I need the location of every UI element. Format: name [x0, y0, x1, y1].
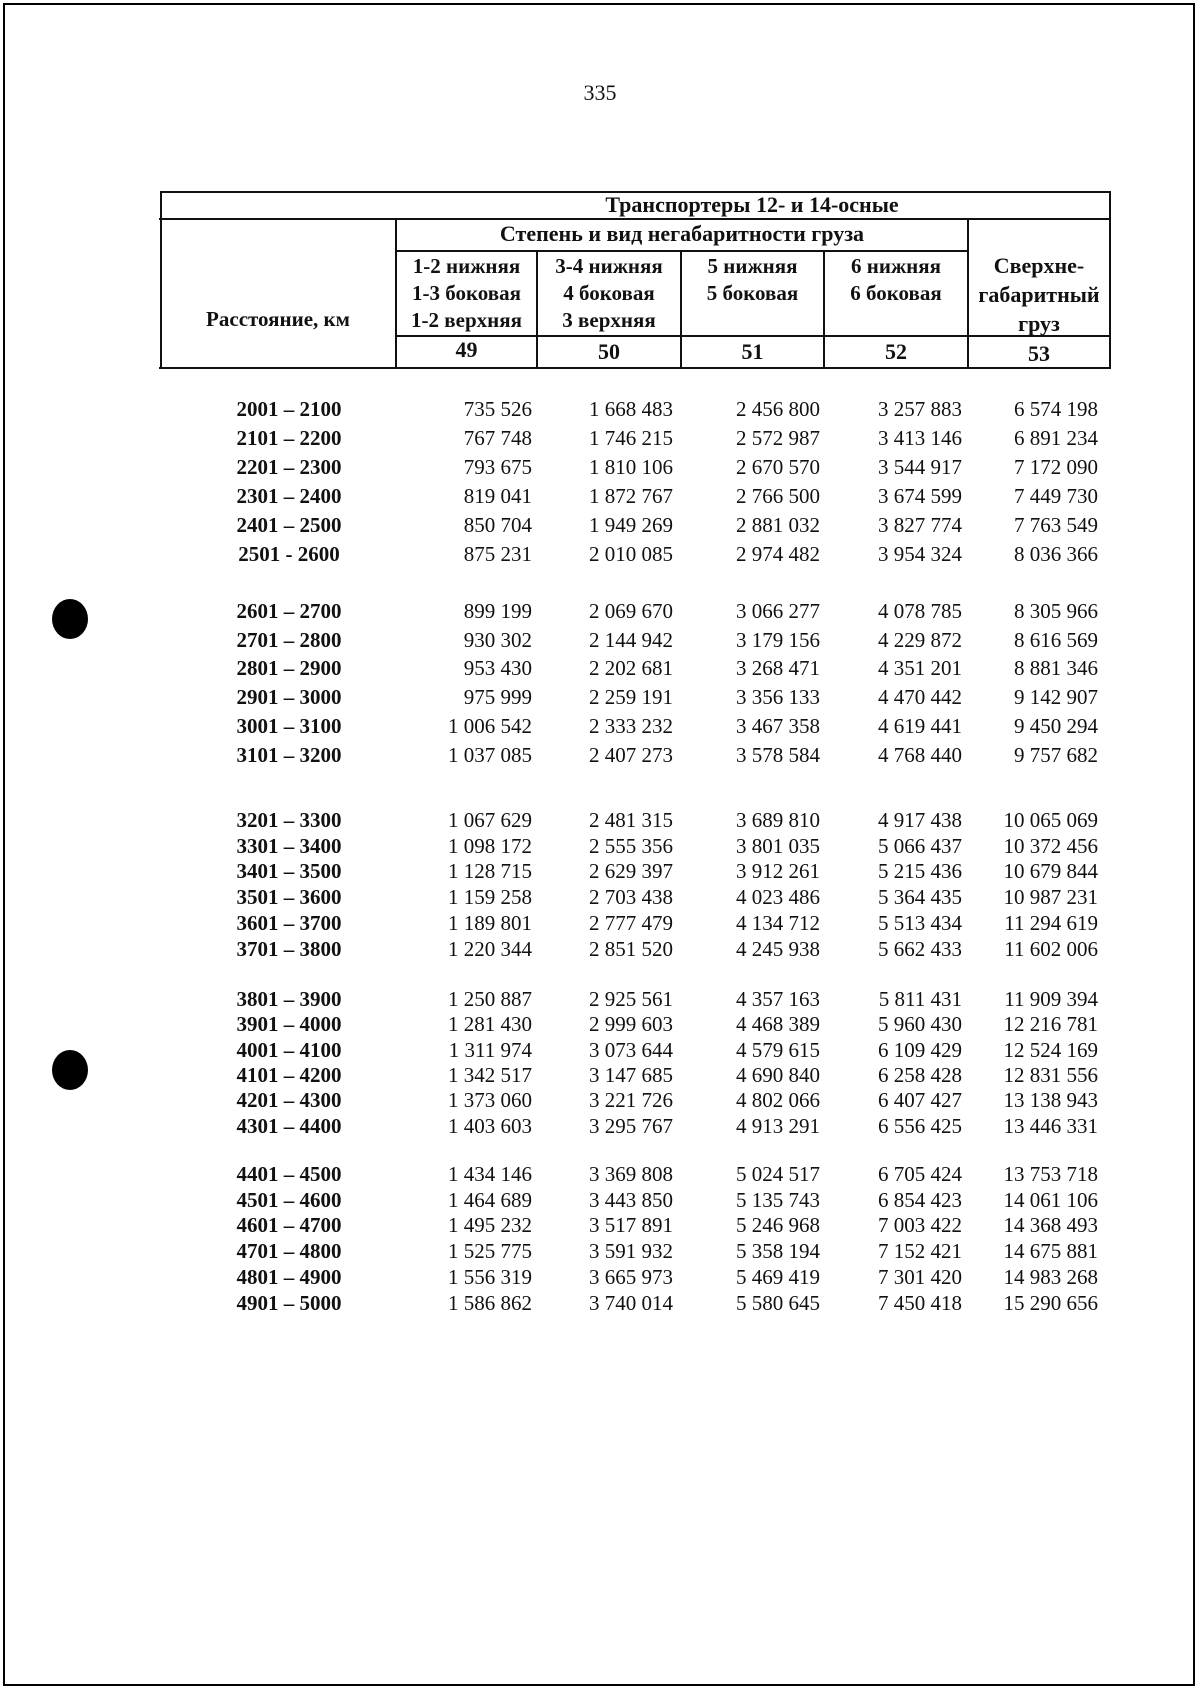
tariff-value-col-53: 13 138 943: [1003, 1088, 1098, 1113]
distance-range: 3201 – 3300: [236, 808, 342, 832]
punch-hole-lower: [52, 1050, 88, 1090]
tariff-value-col-49: 1 098 172: [448, 833, 532, 858]
distance-range: 4701 – 4800: [236, 1239, 342, 1264]
tariff-value-col-50: 1 949 269: [589, 513, 673, 537]
table-subtitle: Степень и вид негабаритности груза: [499, 221, 865, 246]
tariff-value-col-52: 3 827 774: [878, 513, 962, 537]
tariff-value-col-50: 2 851 520: [589, 936, 673, 961]
tariff-value-col-53: 12 831 556: [1003, 1062, 1098, 1087]
tariff-value-col-49: 975 999: [463, 685, 532, 710]
tariff-value-col-49: 1 281 430: [448, 1012, 532, 1037]
tariff-value-col-52: 3 413 146: [878, 426, 962, 450]
tariff-value-col-51: 3 912 261: [736, 859, 820, 884]
tariff-value-col-51: 3 467 358: [736, 713, 820, 738]
tariff-value-col-53: 8 305 966: [1014, 599, 1098, 623]
tariff-value-col-50: 2 629 397: [589, 859, 673, 884]
tariff-value-col-50: 2 777 479: [589, 910, 673, 935]
tariff-value-col-53: 6 574 198: [1014, 397, 1098, 421]
tariff-value-col-50: 2 333 232: [589, 713, 673, 738]
distance-range: 2101 – 2200: [236, 426, 342, 450]
tariff-value-col-52: 4 078 785: [878, 599, 962, 623]
tariff-value-col-49: 819 041: [463, 484, 532, 508]
tariff-value-col-52: 4 470 442: [878, 685, 962, 710]
distance-range: 2001 – 2100: [236, 397, 342, 421]
tariff-value-col-52: 4 619 441: [878, 713, 962, 738]
tariff-value-col-52: 5 662 433: [878, 936, 962, 961]
tariff-value-col-50: 3 443 850: [589, 1187, 673, 1212]
tariff-value-col-49: 793 675: [463, 455, 532, 479]
tariff-value-col-50: 1 872 767: [589, 484, 673, 508]
distance-range: 2401 – 2500: [236, 513, 342, 537]
tariff-value-col-53: 6 891 234: [1014, 426, 1098, 450]
tariff-value-col-52: 6 407 427: [878, 1088, 962, 1113]
tariff-value-col-49: 1 556 319: [448, 1264, 532, 1289]
tariff-value-col-51: 3 356 133: [736, 685, 820, 710]
tariff-value-col-49: 1 189 801: [448, 910, 532, 935]
tariff-value-col-50: 2 259 191: [589, 685, 673, 710]
tariff-value-col-51: 4 913 291: [736, 1113, 820, 1138]
distance-range: 2601 – 2700: [236, 599, 342, 623]
tariff-value-col-50: 2 703 438: [589, 885, 673, 910]
tariff-value-col-52: 5 364 435: [878, 885, 962, 910]
tariff-value-col-49: 1 220 344: [448, 936, 532, 961]
tariff-value-col-50: 2 555 356: [589, 833, 673, 858]
tariff-value-col-52: 6 109 429: [878, 1037, 962, 1062]
punch-hole-upper: [52, 599, 88, 639]
tariff-value-col-50: 2 202 681: [589, 656, 673, 681]
tariff-value-col-49: 1 128 715: [448, 859, 532, 884]
distance-range: 3101 – 3200: [236, 742, 342, 767]
tariff-value-col-49: 735 526: [463, 397, 532, 421]
tariff-value-col-50: 3 221 726: [589, 1088, 673, 1113]
tariff-value-col-53: 14 983 268: [1003, 1264, 1098, 1289]
tariff-value-col-50: 3 147 685: [589, 1062, 673, 1087]
column-number-52: 52: [885, 339, 907, 364]
tariff-value-col-52: 3 257 883: [878, 397, 962, 421]
tariff-value-col-49: 1 067 629: [448, 808, 532, 832]
tariff-value-col-49: 875 231: [463, 542, 532, 566]
column-53-header: Сверхне- габаритный груз: [978, 253, 1100, 336]
tariff-value-col-52: 3 954 324: [878, 542, 962, 566]
tariff-value-col-51: 3 578 584: [736, 742, 820, 767]
tariff-value-col-51: 3 066 277: [736, 599, 820, 623]
distance-range: 3301 – 3400: [236, 833, 342, 858]
tariff-value-col-53: 14 675 881: [1003, 1239, 1098, 1264]
distance-range: 4801 – 4900: [236, 1264, 342, 1289]
column-49-header: 1-2 нижняя 1-3 боковая 1-2 верхняя: [411, 254, 522, 332]
tariff-value-col-49: 1 342 517: [448, 1062, 532, 1087]
distance-header: Расстояние, км: [206, 307, 350, 331]
tariff-value-col-51: 2 456 800: [736, 397, 820, 421]
tariff-value-col-51: 3 179 156: [736, 627, 820, 652]
distance-range: 3501 – 3600: [236, 885, 342, 910]
tariff-value-col-52: 6 258 428: [878, 1062, 962, 1087]
column-number-49: 49: [455, 337, 478, 362]
tariff-value-col-52: 6 854 423: [878, 1187, 962, 1212]
tariff-value-col-53: 7 449 730: [1014, 484, 1098, 508]
tariff-value-col-53: 10 987 231: [1003, 885, 1098, 910]
tariff-value-col-53: 9 757 682: [1014, 742, 1098, 767]
tariff-value-col-50: 3 740 014: [589, 1290, 673, 1315]
distance-range: 4001 – 4100: [236, 1037, 342, 1062]
distance-range: 4101 – 4200: [236, 1062, 342, 1087]
tariff-value-col-51: 5 580 645: [736, 1290, 820, 1315]
distance-range: 3901 – 4000: [236, 1012, 342, 1037]
tariff-value-col-49: 1 403 603: [448, 1113, 532, 1138]
tariff-value-col-52: 3 674 599: [878, 484, 962, 508]
column-number-51: 51: [741, 339, 764, 364]
column-52-header: 6 нижняя 6 боковая: [850, 254, 942, 305]
distance-range: 4501 – 4600: [236, 1187, 342, 1212]
tariff-value-col-49: 1 159 258: [448, 885, 532, 910]
tariff-value-col-50: 3 517 891: [589, 1213, 673, 1238]
tariff-value-col-53: 10 679 844: [1003, 859, 1098, 884]
tariff-value-col-52: 5 960 430: [878, 1012, 962, 1037]
tariff-value-col-50: 2 999 603: [589, 1012, 673, 1037]
tariff-value-col-51: 5 024 517: [736, 1162, 820, 1186]
tariff-value-col-53: 15 290 656: [1003, 1290, 1098, 1315]
tariff-value-col-53: 9 450 294: [1014, 713, 1098, 738]
tariff-value-col-52: 7 301 420: [878, 1264, 962, 1289]
tariff-value-col-49: 1 495 232: [448, 1213, 532, 1238]
column-50-header: 3-4 нижняя 4 боковая 3 верхняя: [555, 254, 663, 332]
tariff-value-col-50: 2 481 315: [589, 808, 673, 832]
tariff-value-col-50: 1 746 215: [589, 426, 673, 450]
tariff-value-col-52: 5 811 431: [878, 987, 962, 1011]
table-header: [159, 191, 1111, 369]
tariff-value-col-51: 3 268 471: [736, 656, 820, 681]
tariff-value-col-52: 7 003 422: [878, 1213, 962, 1238]
tariff-value-col-51: 4 690 840: [736, 1062, 820, 1087]
tariff-value-col-52: 4 768 440: [878, 742, 962, 767]
distance-range: 4301 – 4400: [236, 1113, 342, 1138]
tariff-value-col-51: 5 469 419: [736, 1264, 820, 1289]
tariff-value-col-50: 3 591 932: [589, 1239, 673, 1264]
tariff-value-col-50: 3 073 644: [589, 1037, 673, 1062]
distance-range: 2901 – 3000: [236, 685, 342, 710]
tariff-value-col-50: 2 407 273: [589, 742, 673, 767]
tariff-value-col-51: 4 802 066: [736, 1088, 820, 1113]
tariff-value-col-49: 899 199: [463, 599, 532, 623]
tariff-value-col-49: 1 037 085: [448, 742, 532, 767]
tariff-value-col-53: 14 368 493: [1003, 1213, 1098, 1238]
tariff-value-col-53: 13 753 718: [1003, 1162, 1098, 1186]
tariff-value-col-52: 7 152 421: [878, 1239, 962, 1264]
tariff-value-col-51: 4 023 486: [736, 885, 820, 910]
tariff-value-col-52: 3 544 917: [878, 455, 962, 479]
tariff-value-col-53: 10 372 456: [1003, 833, 1098, 858]
tariff-value-col-53: 7 172 090: [1014, 455, 1098, 479]
tariff-value-col-53: 10 065 069: [1003, 808, 1098, 832]
tariff-value-col-51: 2 881 032: [736, 513, 820, 537]
distance-range: 4601 – 4700: [236, 1213, 342, 1238]
tariff-value-col-53: 11 602 006: [1004, 936, 1098, 961]
tariff-value-col-52: 7 450 418: [878, 1290, 962, 1315]
tariff-value-col-53: 14 061 106: [1003, 1187, 1098, 1212]
tariff-value-col-49: 1 006 542: [448, 713, 532, 738]
tariff-value-col-49: 1 464 689: [448, 1187, 532, 1212]
distance-range: 4401 – 4500: [236, 1162, 342, 1186]
column-51-header: 5 нижняя 5 боковая: [706, 254, 799, 305]
tariff-value-col-51: 4 468 389: [736, 1012, 820, 1037]
tariff-value-col-51: 2 670 570: [736, 455, 820, 479]
tariff-value-col-51: 2 974 482: [736, 542, 820, 566]
tariff-value-col-51: 4 134 712: [736, 910, 820, 935]
tariff-value-col-51: 4 579 615: [736, 1037, 820, 1062]
tariff-value-col-49: 1 373 060: [448, 1088, 532, 1113]
distance-range: 4901 – 5000: [236, 1290, 342, 1315]
tariff-value-col-50: 2 144 942: [589, 627, 673, 652]
tariff-value-col-50: 3 295 767: [589, 1113, 673, 1138]
tariff-value-col-50: 3 369 808: [589, 1162, 673, 1186]
distance-range: 4201 – 4300: [236, 1088, 342, 1113]
tariff-value-col-53: 8 881 346: [1014, 656, 1098, 681]
distance-range: 3701 – 3800: [236, 936, 342, 961]
tariff-value-col-49: 1 250 887: [448, 987, 532, 1011]
tariff-value-col-51: 5 246 968: [736, 1213, 820, 1238]
tariff-value-col-53: 11 294 619: [1004, 910, 1098, 935]
tariff-value-col-53: 13 446 331: [1003, 1113, 1098, 1138]
column-number-53: 53: [1028, 341, 1050, 366]
column-number-50: 50: [598, 339, 620, 364]
tariff-value-col-53: 8 036 366: [1014, 542, 1098, 566]
tariff-value-col-51: 3 689 810: [736, 808, 820, 832]
distance-range: 2701 – 2800: [236, 627, 342, 652]
tariff-value-col-50: 2 069 670: [589, 599, 673, 623]
table-title: Транспортеры 12- и 14-осные: [605, 192, 899, 217]
tariff-value-col-53: 12 216 781: [1003, 1012, 1098, 1037]
distance-range: 3601 – 3700: [236, 910, 342, 935]
tariff-value-col-49: 953 430: [463, 656, 532, 681]
tariff-value-col-52: 6 556 425: [878, 1113, 962, 1138]
tariff-value-col-50: 1 810 106: [589, 455, 673, 479]
distance-range: 3801 – 3900: [236, 987, 342, 1011]
distance-range: 3401 – 3500: [236, 859, 342, 884]
tariff-value-col-51: 4 245 938: [736, 936, 820, 961]
tariff-value-col-52: 4 229 872: [878, 627, 962, 652]
tariff-value-col-49: 850 704: [463, 513, 532, 537]
tariff-value-col-51: 2 766 500: [736, 484, 820, 508]
tariff-value-col-53: 12 524 169: [1003, 1037, 1098, 1062]
tariff-value-col-50: 3 665 973: [589, 1264, 673, 1289]
tariff-value-col-50: 2 925 561: [589, 987, 673, 1011]
distance-range: 2801 – 2900: [236, 656, 342, 681]
tariff-value-col-51: 3 801 035: [736, 833, 820, 858]
tariff-value-col-51: 2 572 987: [736, 426, 820, 450]
tariff-value-col-52: 5 066 437: [878, 833, 962, 858]
tariff-value-col-49: 1 525 775: [448, 1239, 532, 1264]
tariff-value-col-52: 6 705 424: [878, 1162, 962, 1186]
tariff-value-col-50: 1 668 483: [589, 397, 673, 421]
tariff-value-col-49: 1 586 862: [448, 1290, 532, 1315]
page-number: 335: [583, 80, 617, 105]
tariff-value-col-51: 4 357 163: [736, 987, 820, 1011]
distance-range: 2301 – 2400: [236, 484, 342, 508]
tariff-value-col-52: 4 351 201: [878, 656, 962, 681]
tariff-value-col-50: 2 010 085: [589, 542, 673, 566]
distance-range: 2201 – 2300: [236, 455, 342, 479]
tariff-value-col-49: 930 302: [463, 627, 532, 652]
tariff-value-col-52: 4 917 438: [878, 808, 962, 832]
tariff-value-col-53: 11 909 394: [1004, 987, 1098, 1011]
tariff-value-col-49: 1 434 146: [448, 1162, 532, 1186]
tariff-value-col-53: 7 763 549: [1014, 513, 1098, 537]
tariff-value-col-49: 767 748: [463, 426, 532, 450]
tariff-value-col-51: 5 135 743: [736, 1187, 820, 1212]
tariff-value-col-51: 5 358 194: [736, 1239, 820, 1264]
tariff-value-col-53: 9 142 907: [1014, 685, 1098, 710]
distance-range: 3001 – 3100: [236, 713, 342, 738]
tariff-value-col-53: 8 616 569: [1014, 627, 1098, 652]
tariff-value-col-52: 5 215 436: [878, 859, 962, 884]
tariff-value-col-52: 5 513 434: [878, 910, 962, 935]
distance-range: 2501 - 2600: [238, 542, 340, 566]
tariff-value-col-49: 1 311 974: [448, 1037, 532, 1062]
